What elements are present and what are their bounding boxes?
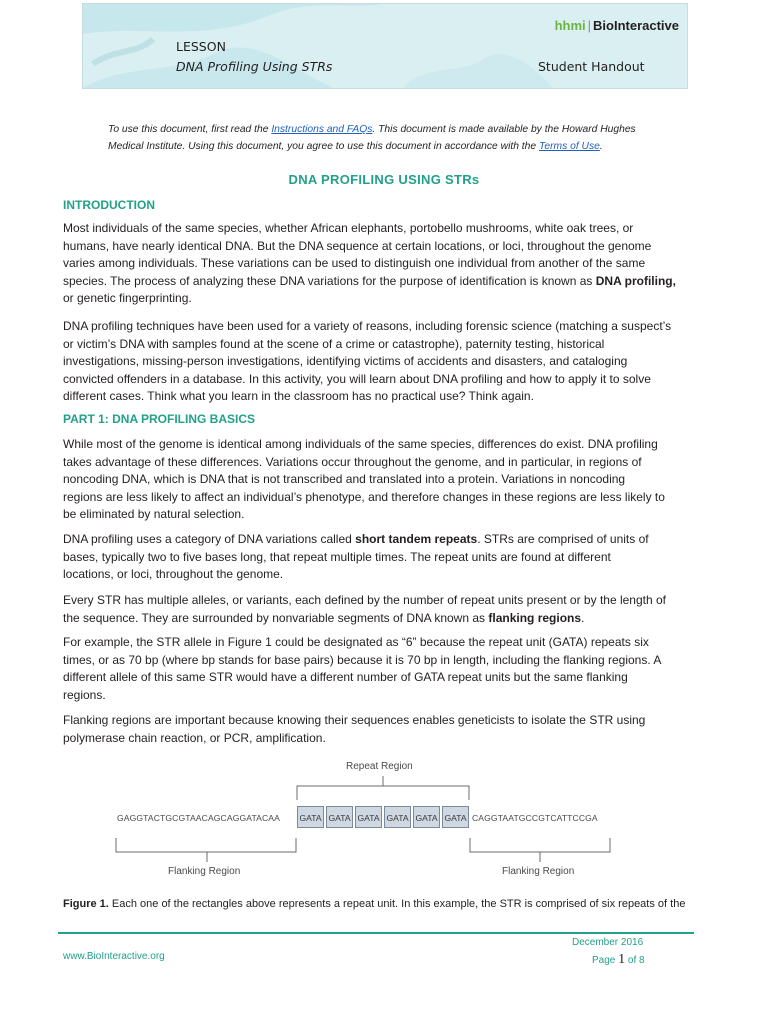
text-line: Flanking regions are important because knowing their sequences enables geneticists to isolate the STR using: [63, 713, 646, 727]
repeat-unit: GATA: [326, 806, 353, 828]
right-flank-sequence: CAGGTAATGCCGTCATTCCGA: [472, 813, 598, 823]
introduction-heading: INTRODUCTION: [63, 198, 155, 212]
text-line: investigations, missing-person investigations, identifying victims of accidents and disasters, and cataloging: [63, 354, 628, 369]
term-dna-profiling: DNA profiling,: [595, 273, 676, 288]
footer-website-link[interactable]: www.BioInteractive.org: [63, 951, 165, 962]
text-line: While most of the genome is identical among individuals of the same species, differences do exist. DNA profiling: [63, 437, 658, 451]
logo-hhmi-text: hhmi: [554, 18, 586, 33]
repeat-unit: GATA: [413, 806, 440, 828]
repeat-unit: GATA: [355, 806, 382, 828]
text-line: varies among individuals. These variations can be used to distinguish one individual from another of the same: [63, 256, 646, 271]
logo-brand-text: BioInteractive: [593, 18, 679, 33]
caption-label: Figure 1.: [63, 898, 109, 910]
notice-text: . This document is made available by the Howard Hughes: [372, 124, 636, 135]
logo-separator: |: [587, 18, 592, 33]
text-line: times, or as 70 bp (where bp stands for base pairs) because it is 70 bp in length, including the flanking regions. A: [63, 652, 662, 667]
footer-page-indicator: [592, 952, 645, 968]
text-line: regions.: [63, 687, 106, 702]
right-flanking-region-label: Flanking Region: [502, 866, 575, 877]
text-line: DNA profiling techniques have been used for a variety of reasons, including forensic science (matching a suspect’s: [63, 319, 672, 333]
notice-text: .: [599, 141, 603, 152]
text-line: or victim’s DNA with samples found at the scene of a crime or catastrophe), paternity testing, historical: [63, 336, 605, 351]
text-line: different allele of this same STR would have a different number of GATA repeat units but the same flanking: [63, 670, 628, 685]
notice-text: Medical Institute. Using this document, you agree to use this document in accordance with the: [108, 141, 539, 152]
text-line: noncoding DNA, which is DNA that is not transcribed and translated into a protein. Variations in noncoding: [63, 472, 626, 487]
repeat-region-label: Repeat Region: [346, 761, 413, 772]
text-line: Most individuals of the same species, whether African elephants, portobello mushrooms, white oak trees, or: [63, 221, 634, 235]
text-line: be eliminated by natural selection.: [63, 507, 245, 522]
text-span: DNA profiling uses a category of DNA variations called: [63, 532, 356, 546]
text-span: . STRs are comprised of units of: [477, 532, 649, 546]
footer-divider: [58, 932, 694, 934]
caption-text: Each one of the rectangles above represents a repeat unit. In this example, the STR is comprised of six repeats of the: [108, 898, 686, 910]
figure-caption: [63, 898, 723, 910]
text-line: different cases. Think what you learn in the classroom has no practical use? Think again.: [63, 389, 534, 404]
text-span: .: [581, 610, 585, 625]
repeat-bracket: [297, 786, 469, 800]
page-number: 1: [618, 952, 626, 967]
left-flank-sequence: GAGGTACTGCGTAACAGCAGGATACAA: [117, 813, 280, 823]
text-line: Every STR has multiple alleles, or variants, each defined by the number of repeat units present or by the length of: [63, 593, 666, 607]
text-line: For example, the STR allele in Figure 1 could be designated as “6” because the repeat unit (GATA) repeats six: [63, 635, 649, 649]
page-word: Page: [592, 955, 619, 966]
text-line: or genetic fingerprinting.: [63, 291, 192, 306]
document-title: DNA PROFILING USING STRs: [288, 172, 480, 187]
text-line: bases, typically two to five bases long, that repeat multiple times. The repeat units are found at different: [63, 549, 611, 564]
text-span: species. The process of analyzing these DNA variations for the purpose of identification is known as: [63, 273, 596, 288]
left-flanking-region-label: Flanking Region: [168, 866, 241, 877]
lesson-title: DNA Profiling Using STRs: [176, 59, 333, 74]
repeat-unit: GATA: [384, 806, 411, 828]
page-total: of 8: [625, 955, 645, 966]
instructions-faqs-link[interactable]: Instructions and FAQs: [271, 124, 373, 135]
handout-label: Student Handout: [538, 59, 645, 74]
term-short-tandem-repeats: short tandem repeats: [355, 532, 478, 546]
repeat-unit: GATA: [297, 806, 324, 828]
right-flank-bracket: [470, 838, 610, 852]
text-line: convicted offenders in a database. In this activity, you will learn about DNA profiling and how to apply it to solve: [63, 371, 651, 386]
repeat-unit: GATA: [442, 806, 469, 828]
term-flanking-regions: flanking regions: [488, 610, 582, 625]
lesson-label: LESSON: [176, 39, 226, 54]
terms-of-use-link[interactable]: Terms of Use: [539, 141, 600, 152]
footer-date: December 2016: [572, 937, 644, 948]
text-span: the sequence. They are surrounded by nonvariable segments of DNA known as: [63, 610, 489, 625]
left-flank-bracket: [116, 838, 296, 852]
text-line: regions are less likely to affect an individual’s phenotype, and therefore changes in these regions are less likely to: [63, 489, 665, 504]
notice-text: To use this document, first read the: [108, 124, 272, 135]
text-line: polymerase chain reaction, or PCR, amplification.: [63, 730, 326, 745]
text-line: locations, or loci, throughout the genome.: [63, 567, 284, 582]
part1-heading: PART 1: DNA PROFILING BASICS: [63, 412, 256, 426]
text-line: humans, have nearly identical DNA. But the DNA sequence at certain locations, or loci, throughout the genome: [63, 238, 652, 253]
text-line: takes advantage of these differences. Variations occur throughout the genome, and in particular, in regions of: [63, 454, 642, 469]
